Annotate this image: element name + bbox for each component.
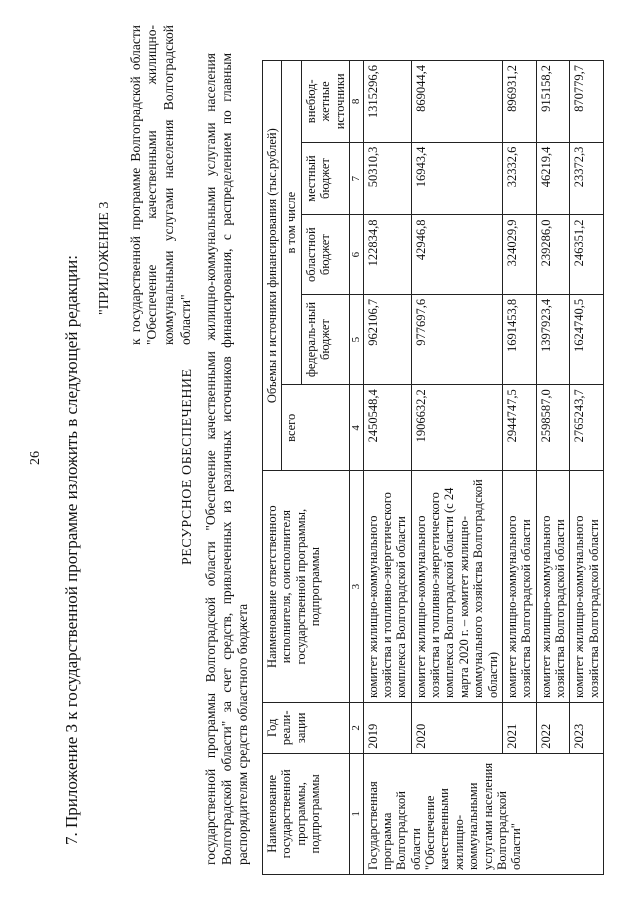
local-cell: 46219,4 <box>536 142 570 215</box>
page-number: 26 <box>28 451 43 465</box>
table-row <box>570 61 604 875</box>
regional-cell: 239286,0 <box>536 215 570 294</box>
program-name-cell: Государственная программа Волгоградской области "Обеспечение качественными жилищно-коммунальными услугами населения Волгоградской области" <box>363 753 604 874</box>
header-regional: областной бюджет <box>301 215 349 294</box>
offbudget-cell: 915158,2 <box>536 61 570 143</box>
appendix-text: к государственной программе Волгоградской области "Обеспечение качественными жилищно-коммунальными услугами населения Волгоградской области" <box>127 25 194 345</box>
offbudget-cell: 1315296,6 <box>363 61 411 143</box>
local-cell: 32332,6 <box>502 142 536 215</box>
total-cell: 1906632,2 <box>411 385 502 471</box>
federal-cell: 1691453,8 <box>502 294 536 384</box>
executor-cell: комитет жилищно-коммунального хозяйства и топливно-энергетического комплекса Волгоградской области <box>363 471 411 703</box>
federal-cell: 962106,7 <box>363 294 411 384</box>
appendix-label: "ПРИЛОЖЕНИЕ 3 <box>97 201 112 315</box>
year-cell: 2020 <box>411 702 502 753</box>
col-number: 4 <box>349 385 363 471</box>
section-paragraph: государственной программы Волгоградской области "Обеспечение качественными жилищно-коммунальными услугами населения Волгоградской области" за счет средств, привлеченных из различных источников финансирования, с распределением по главным распорядителям средств областного бюджета <box>203 53 251 865</box>
table-row <box>502 61 536 875</box>
local-cell: 16943,4 <box>411 142 502 215</box>
regional-cell: 42946,8 <box>411 215 502 294</box>
header-total: всего <box>282 385 350 471</box>
appendix-block <box>96 25 195 345</box>
year-cell: 2019 <box>363 702 411 753</box>
col-number: 8 <box>349 61 363 143</box>
federal-cell: 1397923,4 <box>536 294 570 384</box>
col-number: 1 <box>349 753 363 874</box>
offbudget-cell: 869044,4 <box>411 61 502 143</box>
local-cell: 50310,3 <box>363 142 411 215</box>
header-local: местный бюджет <box>301 142 349 215</box>
executor-cell: комитет жилищно-коммунального хозяйства Волгоградской области <box>536 471 570 703</box>
col-number: 5 <box>349 294 363 384</box>
intro-line: 7. Приложение 3 к государственной программе изложить в следующей редакции: <box>62 255 81 845</box>
header-program: Наименование государственной программы, подпрограммы <box>263 753 350 874</box>
col-number: 2 <box>349 702 363 753</box>
table-row <box>411 61 502 875</box>
total-cell: 2765243,7 <box>570 385 604 471</box>
total-cell: 2944747,5 <box>502 385 536 471</box>
header-row-1 <box>263 61 282 875</box>
header-year: Год реали-зации <box>263 702 350 753</box>
table-row <box>363 61 411 875</box>
executor-cell: комитет жилищно-коммунального хозяйства и топливно-энергетического комплекса Волгоградской области (с 24 марта 2020 г. – комитет жилищно-коммунального хозяйства Волгоградской области) <box>411 471 502 703</box>
local-cell: 23372,3 <box>570 142 604 215</box>
year-cell: 2021 <box>502 702 536 753</box>
total-cell: 2450548,4 <box>363 385 411 471</box>
regional-cell: 246351,2 <box>570 215 604 294</box>
resource-table <box>262 60 604 875</box>
header-offbudget: внебюд-жетные источники <box>301 61 349 143</box>
col-number: 3 <box>349 471 363 703</box>
year-cell: 2023 <box>570 702 604 753</box>
col-number: 6 <box>349 215 363 294</box>
federal-cell: 977697,6 <box>411 294 502 384</box>
section-heading: РЕСУРСНОЕ ОБЕСПЕЧЕНИЕ <box>180 368 195 565</box>
header-incl: в том числе <box>282 61 301 385</box>
regional-cell: 122834,8 <box>363 215 411 294</box>
offbudget-cell: 870779,7 <box>570 61 604 143</box>
federal-cell: 1624740,5 <box>570 294 604 384</box>
column-number-row <box>349 61 363 875</box>
header-funding: Объемы и источники финансирования (тыс.рублей) <box>263 61 282 471</box>
col-number: 7 <box>349 142 363 215</box>
header-federal: федераль-ный бюджет <box>301 294 349 384</box>
year-cell: 2022 <box>536 702 570 753</box>
executor-cell: комитет жилищно-коммунального хозяйства Волгоградской области <box>570 471 604 703</box>
regional-cell: 324029,9 <box>502 215 536 294</box>
table-row <box>536 61 570 875</box>
header-executor: Наименование ответственного исполнителя, соисполнителя государственной программы, подпрограммы <box>263 471 350 703</box>
total-cell: 2598587,0 <box>536 385 570 471</box>
offbudget-cell: 896931,2 <box>502 61 536 143</box>
executor-cell: комитет жилищно-коммунального хозяйства Волгоградской области <box>502 471 536 703</box>
